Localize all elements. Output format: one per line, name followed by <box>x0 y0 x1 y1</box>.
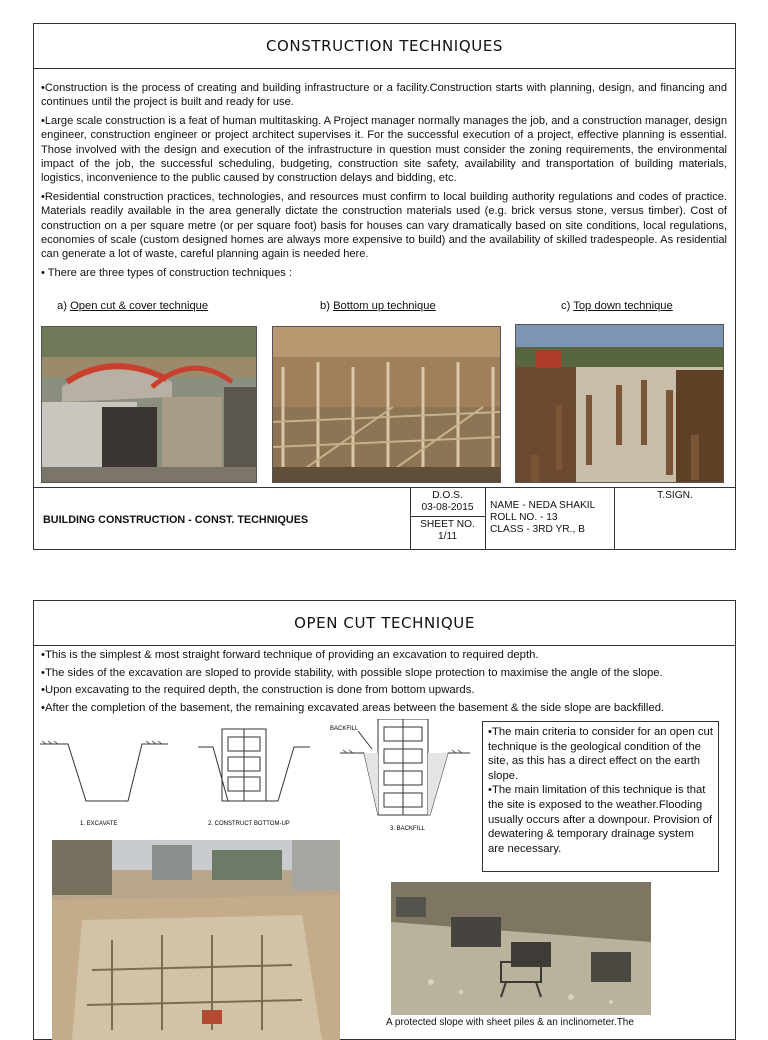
paragraph: • There are three types of construction techniques : <box>41 266 292 279</box>
bullet: •After the completion of the basement, the remaining excavated areas between the basement & the side slope are backfilled. <box>41 701 665 714</box>
subject-label: BUILDING CONSTRUCTION - CONST. TECHNIQUES <box>43 514 309 526</box>
sheet-open-cut-technique <box>33 600 736 1040</box>
diagram-step-3: 3. BACKFILL <box>390 826 426 832</box>
diagram-backfill-label: BACKFILL <box>330 726 359 732</box>
slope-photo-caption: A protected slope with sheet piles & an inclinometer.The <box>386 1017 634 1028</box>
diagram-step-2: 2. CONSTRUCT BOTTOM-UP <box>208 821 290 827</box>
photo-protected-slope <box>391 882 651 1015</box>
sheet-title: OPEN CUT TECHNIQUE <box>34 601 735 646</box>
sheet-title: CONSTRUCTION TECHNIQUES <box>34 24 735 69</box>
dos-value: 03-08-2015 <box>421 502 474 513</box>
paragraph: •Construction is the process of creating and building infrastructure or a facility.Construction starts with planning, design, and financing and continues until the project is built and ready for use. <box>41 82 727 109</box>
open-cut-notes <box>482 721 719 872</box>
student-info <box>490 500 595 536</box>
sheet-construction-techniques <box>33 23 736 550</box>
note-line: •The main criteria to consider for an open cut technique is the geological condition of the site, as this has a direct effect on the earth slope. <box>488 726 713 782</box>
bullet: •This is the simplest & most straight forward technique of providing an excavation to required depth. <box>41 649 539 661</box>
technique-b: b) Bottom up technique <box>320 300 436 312</box>
paragraph: •Large scale construction is a feat of human multitasking. A Project manager normally manages the job, and a construction manager, design engineer, construction engineer or project architect supervises it. For the successful execution of a project, effective planning is essential. Those involved with the design and execution of the infrastructure in question must consider the zoning requirements, the environmental impact of the job, the successful scheduling, budgeting, construction site safety, availability and transportation of building materials, logistics, inconvenience to the public caused by construction delays and bidding, etc. <box>41 114 727 185</box>
student-name: NAME - NEDA SHAKIL <box>490 500 596 511</box>
sheet-number-value: 1/11 <box>437 531 458 542</box>
open-cut-diagram <box>38 719 478 834</box>
roll-number: ROLL NO. - 13 <box>490 512 558 523</box>
paragraph: •Residential construction practices, technologies, and resources must confirm to local building authority regulations and codes of practice. Materials readily available in the area generally dictate the construction materials used (e.g. brick versus stone, versus timber). Cost of construction on a per square metre (or per square foot) basis for houses can vary dramatically based on site conditions, local regulations, economies of scale (custom designed homes are always more expensive to build) and the availability of skilled tradespeople. As residential can generate a lot of waste, careful planning again is needed here. <box>41 190 727 261</box>
teacher-sign-label: T.SIGN. <box>657 490 693 501</box>
open-cut-bullets <box>41 647 727 717</box>
technique-a: a) Open cut & cover technique <box>57 300 209 312</box>
dos-cell <box>410 490 485 514</box>
photo-bottom-up <box>272 326 501 483</box>
photo-top-down <box>515 324 724 483</box>
technique-c: c) Top down technique <box>561 300 673 312</box>
technique-types <box>34 300 735 316</box>
note-line: •The main limitation of this technique is that the site is exposed to the weather.Flooding usually occurs after a downpour. Provision of dewatering & temporary drainage system are necessary. <box>488 784 713 855</box>
title-block <box>34 487 735 549</box>
sheet-number-label: SHEET NO. <box>420 519 475 530</box>
photo-open-cut-cover <box>41 326 257 483</box>
bullet: •The sides of the excavation are sloped to provide stability, with possible slope protection to maximise the angle of the slope. <box>41 666 663 679</box>
bullet: •Upon excavating to the required depth, the construction is done from bottom upwards. <box>41 684 475 696</box>
dos-label: D.O.S. <box>432 490 463 501</box>
class-info: CLASS - 3RD YR., B <box>490 524 585 535</box>
diagram-step-1: 1. EXCAVATE <box>80 821 118 827</box>
sheet-number-cell <box>410 519 485 543</box>
photo-open-cut-excavation <box>52 840 340 1040</box>
intro-text <box>41 81 727 284</box>
